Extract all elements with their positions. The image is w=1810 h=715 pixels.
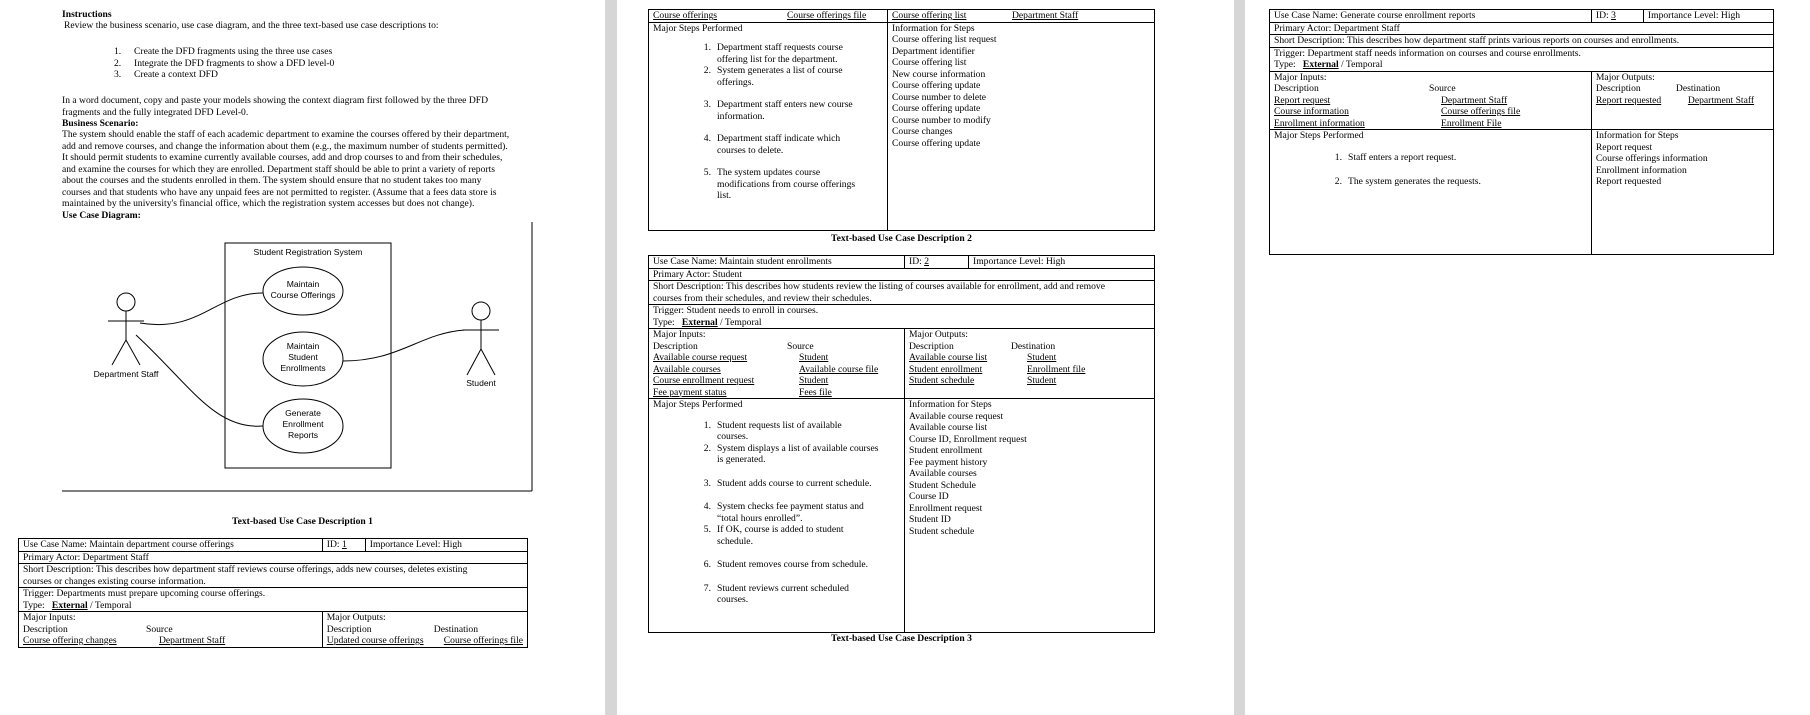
paragraph-line: about the courses and the students enrolled in them. The system should ensure that no student takes too many bbox=[62, 175, 482, 186]
page-gutter bbox=[605, 0, 617, 715]
paragraph-line: fragments and the fully integrated DFD Level-0. bbox=[62, 106, 249, 118]
paragraph-line: courses and that students who have any unpaid fees are not permitted to register. (Assume that a fees data store is bbox=[62, 186, 497, 198]
task-text: Integrate the DFD fragments to show a DFD level-0 bbox=[134, 57, 335, 69]
step-line: If OK, course is added to student bbox=[717, 524, 844, 535]
step-item bbox=[699, 501, 900, 524]
table-row bbox=[1270, 47, 1774, 71]
input-description: Course information bbox=[1274, 106, 1349, 117]
info-line: Course offering update bbox=[892, 80, 981, 91]
output-destination: Student bbox=[1027, 352, 1057, 363]
paragraph-line: The system should enable the staff of each academic department to examine the courses offered by their department, bbox=[62, 129, 510, 140]
paragraph-line: In a word document, copy and paste your models showing the context diagram first followed by the three DFD bbox=[62, 95, 489, 106]
use-case-maintain-student-enrollments bbox=[263, 332, 343, 386]
step-number: 3. bbox=[703, 99, 711, 110]
short-description-line: Short Description: This describes how department staff reviews course offerings, adds new courses, deletes existing bbox=[23, 564, 468, 575]
step-number: 6. bbox=[703, 559, 711, 570]
scenario-title: Business Scenario: bbox=[62, 118, 139, 129]
table-row bbox=[649, 10, 1155, 23]
id-value: 2 bbox=[924, 256, 929, 267]
info-line: Fee payment history bbox=[909, 456, 988, 468]
steps-title: Major Steps Performed bbox=[653, 22, 743, 34]
input-source: Fees file bbox=[799, 386, 832, 398]
paragraph-line: add and remove courses, and change the information about them (e.g., the maximum number of students permitted). bbox=[62, 140, 508, 152]
association-line bbox=[343, 330, 465, 361]
output-destination: Department Staff bbox=[1012, 10, 1079, 21]
step-number: 2. bbox=[703, 65, 711, 76]
step-number: 1. bbox=[703, 42, 711, 53]
trigger-type bbox=[19, 588, 528, 612]
step-line: Student requests list of available bbox=[717, 419, 842, 431]
type-external: External bbox=[51, 599, 88, 611]
primary-actor: Primary Actor: Department Staff bbox=[1270, 22, 1774, 35]
input-description: Course enrollment request bbox=[653, 375, 755, 386]
output-description: Student schedule bbox=[909, 375, 975, 386]
step-line: is generated. bbox=[717, 454, 766, 465]
info-title: Information for Steps bbox=[909, 399, 992, 410]
step-item bbox=[699, 167, 883, 202]
step-number: 1. bbox=[703, 419, 711, 431]
step-line: courses. bbox=[717, 431, 749, 442]
table-row bbox=[649, 305, 1155, 329]
type-temporal: / Temporal bbox=[90, 599, 132, 611]
instructions-intro: Review the business scenario, use case diagram, and the three text-based use case descriptions to: bbox=[64, 20, 439, 31]
trigger: Trigger: Student needs to enroll in courses. bbox=[653, 305, 819, 316]
table-row bbox=[649, 281, 1155, 305]
info-line: Student Schedule bbox=[909, 479, 976, 491]
step-line: The system updates course bbox=[717, 167, 821, 178]
input-source: Course offerings file bbox=[1441, 106, 1521, 117]
output-destination: Student bbox=[1027, 375, 1057, 386]
use-case-generate-enrollment-reports bbox=[263, 399, 343, 453]
inputs-title: Major Inputs: bbox=[653, 329, 706, 340]
task-item bbox=[114, 46, 334, 58]
info-line: Course number to delete bbox=[892, 91, 987, 103]
step-number: 5. bbox=[703, 524, 711, 535]
id-label: ID: bbox=[326, 539, 340, 550]
step-item bbox=[1330, 176, 1587, 188]
step-line: offerings. bbox=[717, 76, 754, 88]
type-external: External bbox=[681, 316, 718, 328]
short-description-line: courses from their schedules, and review their schedules. bbox=[653, 292, 872, 304]
use-case-label: Enrollments bbox=[280, 363, 326, 373]
use-case-table-1-continued bbox=[648, 9, 1155, 231]
col-description: Description bbox=[909, 340, 954, 352]
use-case-label: Maintain bbox=[286, 279, 320, 289]
trigger: Trigger: Department staff needs information on courses and course enrollments. bbox=[1274, 47, 1581, 59]
use-case-label: Reports bbox=[287, 430, 319, 440]
input-source: Department Staff bbox=[1441, 94, 1508, 106]
actor-student bbox=[463, 302, 499, 375]
task-number: 2. bbox=[114, 57, 122, 69]
steps-list bbox=[699, 420, 900, 606]
top-row-left bbox=[649, 10, 888, 23]
task-text: Create a context DFD bbox=[134, 69, 218, 80]
col-source: Source bbox=[787, 340, 814, 352]
info-line: Department identifier bbox=[892, 45, 975, 57]
info-line: Report requested bbox=[1595, 176, 1662, 187]
actor-label-department-staff: Department Staff bbox=[93, 369, 159, 379]
task-number: 3. bbox=[114, 69, 122, 80]
col-description: Description bbox=[23, 623, 68, 635]
table-row bbox=[19, 588, 528, 612]
info-line: Course offering list bbox=[892, 57, 967, 68]
input-description: Report request bbox=[1274, 94, 1331, 106]
step-number: 5. bbox=[703, 167, 711, 178]
inputs-title: Major Inputs: bbox=[23, 612, 76, 623]
type-temporal: / Temporal bbox=[720, 316, 762, 328]
step-item bbox=[699, 583, 900, 606]
short-description-line: Short Description: This describes how students review the listing of courses available for enrollment, add and remove bbox=[653, 281, 1105, 292]
id-value: 1 bbox=[341, 539, 347, 550]
step-item bbox=[699, 65, 883, 88]
step-item bbox=[699, 99, 883, 122]
information-for-steps bbox=[1591, 130, 1773, 255]
major-inputs bbox=[19, 612, 323, 648]
use-case-maintain-course-offerings bbox=[263, 267, 343, 315]
steps-list bbox=[1330, 152, 1587, 188]
info-line: Enrollment information bbox=[1595, 164, 1687, 176]
step-item bbox=[699, 420, 900, 443]
type-label: Type: bbox=[653, 316, 675, 328]
table-row bbox=[19, 539, 528, 552]
info-line: Course offering list request bbox=[892, 34, 997, 45]
paragraph-line: It should permit students to examine currently available courses, add and drop courses to and from their schedules, bbox=[62, 152, 503, 163]
step-line: information. bbox=[717, 110, 765, 122]
step-line: list. bbox=[717, 190, 732, 201]
step-line: Student removes course from schedule. bbox=[717, 559, 869, 570]
short-description-line: courses or changes existing course information. bbox=[23, 575, 206, 587]
inputs-title: Major Inputs: bbox=[1274, 71, 1327, 83]
trigger-type bbox=[649, 305, 1155, 329]
col-destination: Destination bbox=[1011, 340, 1056, 352]
step-line: Student reviews current scheduled bbox=[717, 582, 849, 594]
info-line: Student schedule bbox=[909, 525, 975, 537]
outputs-title: Major Outputs: bbox=[326, 612, 386, 623]
info-line: Available courses bbox=[909, 468, 977, 479]
trigger-type bbox=[1270, 47, 1774, 71]
caption-use-case-2: Text-based Use Case Description 2 bbox=[831, 233, 972, 244]
table-row bbox=[19, 551, 528, 564]
step-number: 4. bbox=[703, 501, 711, 512]
output-destination: Enrollment file bbox=[1027, 363, 1086, 375]
id-value: 3 bbox=[1611, 10, 1616, 21]
importance-level: Importance Level: High bbox=[365, 539, 527, 552]
input-source: Enrollment File bbox=[1441, 117, 1502, 129]
step-line: modifications from course offerings bbox=[717, 178, 856, 190]
output-description: Updated course offerings bbox=[326, 635, 424, 646]
info-line: Available course request bbox=[909, 410, 1004, 422]
output-description: Student enrollment bbox=[909, 363, 983, 375]
step-item bbox=[699, 559, 900, 571]
step-number: 1. bbox=[1334, 151, 1342, 163]
actor-department-staff bbox=[108, 293, 144, 365]
steps-title: Major Steps Performed bbox=[653, 399, 743, 410]
step-line: The system generates the requests. bbox=[1348, 176, 1481, 187]
info-title: Information for Steps bbox=[1595, 130, 1679, 141]
task-list bbox=[114, 46, 334, 81]
table-row bbox=[1270, 10, 1774, 23]
paragraph-line: maintained by the university's financial office, which the registration system accesses but does not change). bbox=[62, 198, 475, 209]
page-gutter bbox=[1234, 0, 1245, 715]
info-line: Course ID bbox=[909, 491, 949, 502]
use-case-label: Generate bbox=[285, 408, 321, 418]
outputs-title: Major Outputs: bbox=[1595, 71, 1655, 83]
step-item bbox=[1330, 152, 1587, 164]
caption-use-case-3: Text-based Use Case Description 3 bbox=[831, 633, 972, 644]
step-number: 7. bbox=[703, 582, 711, 594]
step-line: System checks fee payment status and bbox=[717, 501, 864, 512]
info-line: Course offering update bbox=[892, 103, 981, 114]
info-line: New course information bbox=[892, 68, 986, 80]
step-line: Student adds course to current schedule. bbox=[717, 477, 872, 489]
output-destination: Department Staff bbox=[1687, 94, 1755, 106]
diagram-title: Use Case Diagram: bbox=[62, 210, 141, 221]
short-description: Short Description: This describes how department staff prints various reports on courses and enrollments. bbox=[1270, 35, 1774, 48]
type-temporal: / Temporal bbox=[1341, 59, 1383, 70]
use-case-label: Enrollment bbox=[282, 419, 324, 429]
step-item bbox=[699, 133, 883, 156]
type-external: External bbox=[1302, 59, 1339, 70]
info-title: Information for Steps bbox=[892, 22, 975, 34]
information-for-steps bbox=[888, 22, 1155, 230]
table-row bbox=[19, 612, 528, 648]
col-description: Description bbox=[1595, 83, 1641, 94]
primary-actor: Primary Actor: Department Staff bbox=[19, 551, 528, 564]
output-destination: Course offerings file bbox=[443, 635, 523, 646]
step-item bbox=[699, 524, 900, 547]
major-inputs bbox=[1270, 71, 1592, 130]
input-source: Available course file bbox=[799, 363, 879, 375]
task-item bbox=[114, 69, 334, 81]
table-row bbox=[1270, 130, 1774, 255]
table-row bbox=[19, 564, 528, 588]
actor-label-student: Student bbox=[466, 378, 496, 388]
id-label: ID: bbox=[909, 256, 922, 267]
col-destination: Destination bbox=[433, 623, 479, 635]
use-case-table-1 bbox=[18, 538, 528, 648]
output-description: Course offering list bbox=[892, 10, 967, 21]
col-destination: Destination bbox=[1675, 83, 1721, 94]
input-description: Available courses bbox=[653, 363, 721, 375]
use-case-diagram bbox=[0, 215, 605, 495]
step-line: offering list for the department. bbox=[717, 53, 838, 65]
use-case-table-3 bbox=[1269, 9, 1774, 255]
info-line: Course offering update bbox=[892, 137, 981, 149]
step-item bbox=[699, 42, 883, 65]
task-number: 1. bbox=[114, 46, 122, 57]
top-row-right bbox=[888, 10, 1155, 23]
step-item bbox=[699, 478, 900, 490]
info-line: Student ID bbox=[909, 514, 951, 525]
importance-level: Importance Level: High bbox=[1643, 10, 1773, 23]
table-row bbox=[1270, 35, 1774, 48]
use-case-id bbox=[322, 539, 365, 552]
step-line: schedule. bbox=[717, 535, 753, 547]
info-line: Course ID, Enrollment request bbox=[909, 433, 1027, 445]
document-page-1 bbox=[0, 0, 605, 715]
importance-level: Importance Level: High bbox=[969, 256, 1155, 269]
task-text: Create the DFD fragments using the three use cases bbox=[134, 46, 333, 57]
type-label: Type: bbox=[1274, 59, 1296, 70]
short-description bbox=[19, 564, 528, 588]
outputs-title: Major Outputs: bbox=[909, 329, 968, 340]
input-description: Course offerings bbox=[653, 10, 718, 21]
step-line: System displays a list of available courses bbox=[717, 442, 879, 454]
col-description: Description bbox=[653, 340, 698, 352]
use-case-name: Use Case Name: Generate course enrollment reports bbox=[1270, 10, 1592, 23]
col-source: Source bbox=[1429, 83, 1456, 94]
output-description: Report requested bbox=[1595, 94, 1662, 106]
use-case-table-2 bbox=[648, 255, 1155, 633]
word-doc-instructions bbox=[62, 95, 488, 118]
info-line: Course number to modify bbox=[892, 114, 991, 126]
step-line: “total hours enrolled”. bbox=[717, 512, 803, 524]
id-label: ID: bbox=[1595, 10, 1609, 21]
instructions-title: Instructions bbox=[62, 9, 112, 20]
association-line bbox=[140, 293, 263, 325]
table-row bbox=[649, 22, 1155, 230]
major-outputs bbox=[322, 612, 527, 648]
document-page-2 bbox=[617, 0, 1234, 715]
col-description: Description bbox=[1274, 83, 1319, 94]
step-line: System generates a list of course bbox=[717, 65, 843, 76]
table-row bbox=[649, 268, 1155, 281]
step-item bbox=[699, 443, 900, 466]
input-description: Course offering changes bbox=[23, 635, 117, 646]
table-row bbox=[649, 399, 1155, 633]
use-case-label: Maintain bbox=[286, 341, 320, 351]
document-page-3 bbox=[1245, 0, 1810, 715]
scenario-paragraph bbox=[62, 129, 509, 210]
steps-title: Major Steps Performed bbox=[1274, 130, 1364, 141]
trigger: Trigger: Departments must prepare upcoming course offerings. bbox=[23, 588, 266, 599]
short-description bbox=[649, 281, 1155, 305]
major-outputs bbox=[1591, 71, 1773, 130]
info-line: Course changes bbox=[892, 126, 953, 137]
caption-use-case-1: Text-based Use Case Description 1 bbox=[232, 516, 373, 527]
major-steps bbox=[1270, 130, 1592, 255]
table-row bbox=[1270, 22, 1774, 35]
input-source: Course offerings file bbox=[787, 10, 867, 21]
input-description: Available course request bbox=[653, 352, 748, 363]
input-source: Student bbox=[799, 375, 829, 386]
col-source: Source bbox=[146, 623, 173, 635]
primary-actor: Primary Actor: Student bbox=[649, 268, 1155, 281]
step-number: 4. bbox=[703, 133, 711, 144]
step-line: courses. bbox=[717, 594, 749, 605]
col-description: Description bbox=[326, 623, 372, 635]
information-for-steps bbox=[905, 399, 1155, 633]
step-number: 2. bbox=[1334, 176, 1342, 187]
input-source: Student bbox=[799, 352, 829, 363]
use-case-label: Course Offerings bbox=[270, 290, 336, 300]
use-case-id bbox=[905, 256, 969, 269]
step-line: Department staff requests course bbox=[717, 42, 843, 53]
step-line: Department staff enters new course bbox=[717, 99, 853, 110]
use-case-name: Use Case Name: Maintain department course offerings bbox=[19, 539, 323, 552]
system-label: Student Registration System bbox=[253, 247, 363, 257]
major-steps bbox=[649, 22, 888, 230]
use-case-name: Use Case Name: Maintain student enrollments bbox=[649, 256, 905, 269]
association-line bbox=[136, 335, 263, 426]
step-line: Department staff indicate which bbox=[717, 133, 841, 144]
major-inputs bbox=[649, 329, 905, 399]
step-number: 3. bbox=[703, 477, 711, 489]
info-line: Report request bbox=[1595, 141, 1653, 153]
table-row bbox=[649, 329, 1155, 399]
step-line: Staff enters a report request. bbox=[1348, 151, 1457, 163]
steps-list bbox=[699, 42, 883, 202]
info-line: Student enrollment bbox=[909, 445, 983, 456]
output-description: Available course list bbox=[909, 352, 988, 363]
table-row bbox=[1270, 71, 1774, 130]
major-steps bbox=[649, 399, 905, 633]
input-source: Department Staff bbox=[159, 635, 226, 646]
input-description: Enrollment information bbox=[1274, 117, 1365, 129]
step-line: courses to delete. bbox=[717, 144, 784, 156]
step-number: 2. bbox=[703, 442, 711, 454]
info-line: Course offerings information bbox=[1595, 153, 1708, 164]
info-line: Available course list bbox=[909, 422, 988, 433]
major-outputs bbox=[905, 329, 1155, 399]
paragraph-line: and examine the courses for which they are enrolled. Department staff should be able to print a variety of reports bbox=[62, 163, 495, 175]
input-description: Fee payment status bbox=[653, 386, 727, 398]
table-row bbox=[649, 256, 1155, 269]
use-case-label: Student bbox=[288, 352, 318, 362]
type-label: Type: bbox=[23, 599, 45, 611]
use-case-id bbox=[1591, 10, 1643, 23]
info-line: Enrollment request bbox=[909, 502, 983, 514]
task-item bbox=[114, 58, 334, 70]
